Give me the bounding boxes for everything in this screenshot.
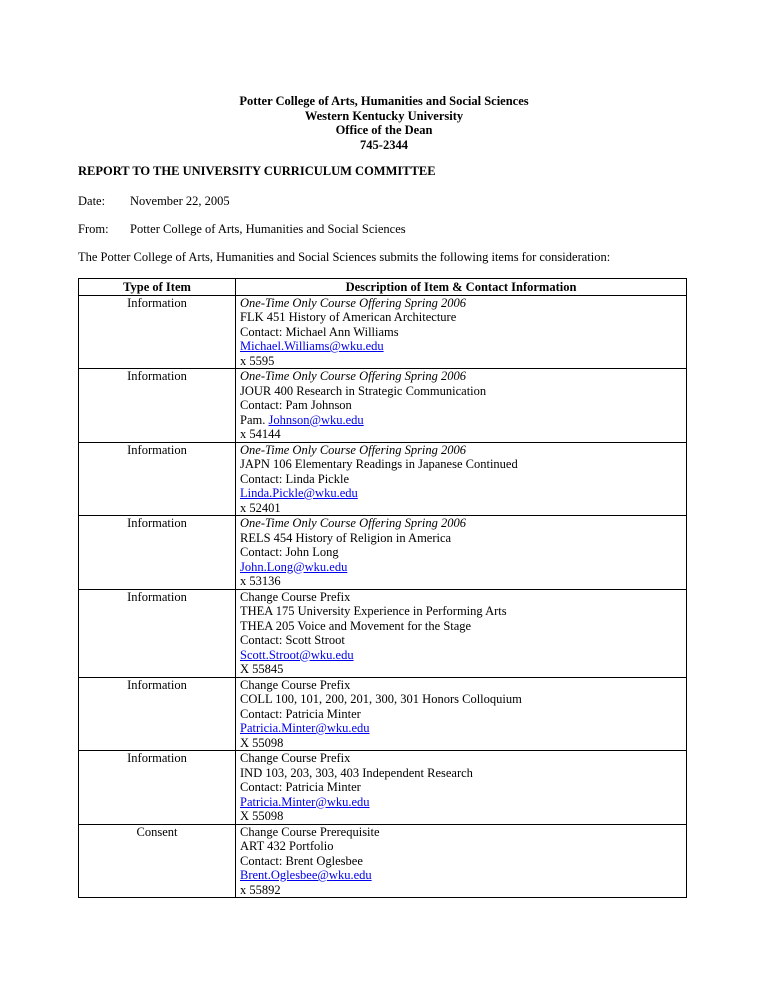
contact-name: Contact: Patricia Minter (240, 780, 361, 794)
email-line (240, 486, 682, 501)
item-description-cell (236, 442, 687, 516)
table-header-row (79, 279, 687, 296)
intro-text: The Potter College of Arts, Humanities and Social Sciences submits the following items for consideration: (78, 250, 611, 264)
contact-name: Contact: Pam Johnson (240, 398, 352, 412)
item-type: Information (127, 295, 187, 310)
college-name: Potter College of Arts, Humanities and Social Sciences (239, 94, 529, 108)
table-row (79, 442, 687, 516)
item-type-cell (79, 516, 236, 590)
item-heading: Change Course Prefix (240, 751, 351, 765)
course-line: IND 103, 203, 303, 403 Independent Research (240, 765, 473, 780)
email-line (240, 868, 682, 883)
item-description-cell (236, 295, 687, 369)
contact-email-link[interactable]: Johnson@wku.edu (268, 412, 364, 427)
item-heading: One-Time Only Course Offering Spring 2006 (240, 516, 467, 530)
item-description-cell (236, 589, 687, 677)
contact-email-link[interactable]: Brent.Oglesbee@wku.edu (240, 868, 372, 882)
contact-name: Contact: John Long (240, 545, 339, 559)
table-row (79, 369, 687, 443)
course-line: RELS 454 History of Religion in America (240, 530, 452, 545)
email-line (240, 648, 682, 663)
item-heading: Change Course Prefix (240, 677, 351, 692)
contact-email-link[interactable]: Patricia.Minter@wku.edu (240, 721, 370, 735)
course-line: COLL 100, 101, 200, 201, 300, 301 Honors Colloquium (240, 692, 522, 706)
item-type-cell (79, 589, 236, 677)
contact-phone: X 55098 (240, 809, 284, 823)
item-type-cell (79, 442, 236, 516)
course-line: THEA 205 Voice and Movement for the Stage (240, 618, 472, 633)
item-type-cell (79, 824, 236, 898)
item-description-cell (236, 824, 687, 898)
contact-phone: x 53136 (240, 574, 281, 588)
email-line (240, 413, 682, 428)
item-type-cell (79, 751, 236, 825)
date-label: Date: (78, 194, 106, 208)
item-description-cell (236, 516, 687, 590)
contact-name: Contact: Brent Oglesbee (240, 853, 363, 868)
table-row (79, 824, 687, 898)
office-name: Office of the Dean (335, 123, 433, 137)
table-row (79, 589, 687, 677)
from-label: From: (78, 222, 109, 236)
items-body (79, 295, 687, 898)
contact-email-link[interactable]: Patricia.Minter@wku.edu (240, 794, 370, 809)
contact-email-link[interactable]: Michael.Williams@wku.edu (240, 339, 384, 353)
university-name: Western Kentucky University (304, 108, 464, 123)
item-type: Information (127, 589, 187, 604)
contact-phone: x 5595 (240, 353, 275, 368)
email-line (240, 721, 682, 736)
table-row (79, 677, 687, 751)
item-heading: One-Time Only Course Offering Spring 2006 (240, 369, 467, 383)
column-header-description: Description of Item & Contact Information (236, 279, 687, 296)
course-line: FLK 451 History of American Architecture (240, 310, 457, 324)
item-description-cell (236, 677, 687, 751)
email-line (240, 339, 682, 354)
contact-name: Contact: Linda Pickle (240, 471, 350, 486)
contact-name: Contact: Michael Ann Williams (240, 324, 399, 339)
course-line: ART 432 Portfolio (240, 839, 334, 853)
email-prefix: Pam. (240, 412, 269, 427)
contact-phone: x 55892 (240, 882, 281, 897)
from-value: Potter College of Arts, Humanities and Social Sciences (130, 222, 406, 236)
item-type: Information (127, 751, 187, 765)
item-type-cell (79, 295, 236, 369)
items-table (78, 278, 687, 898)
email-line (240, 560, 682, 575)
contact-phone: x 52401 (240, 500, 281, 515)
item-type: Information (127, 369, 187, 383)
item-type: Information (127, 442, 187, 457)
contact-email-link[interactable]: Scott.Stroot@wku.edu (240, 647, 354, 662)
course-line: JAPN 106 Elementary Readings in Japanese Continued (240, 457, 518, 471)
item-description-cell (236, 751, 687, 825)
table-row (79, 516, 687, 590)
contact-name: Contact: Patricia Minter (240, 706, 361, 721)
contact-email-link[interactable]: John.Long@wku.edu (240, 559, 348, 574)
contact-email-link[interactable]: Linda.Pickle@wku.edu (240, 486, 358, 500)
item-description-cell (236, 369, 687, 443)
course-line: JOUR 400 Research in Strategic Communication (240, 383, 487, 398)
contact-phone: X 55098 (240, 735, 284, 750)
contact-phone: x 54144 (240, 427, 281, 441)
contact-name: Contact: Scott Stroot (240, 633, 345, 647)
item-heading: One-Time Only Course Offering Spring 2006 (240, 442, 467, 457)
date-value: November 22, 2005 (130, 194, 230, 208)
item-type-cell (79, 677, 236, 751)
table-row (79, 751, 687, 825)
item-type: Information (127, 677, 187, 692)
email-line (240, 795, 682, 810)
contact-phone: X 55845 (240, 662, 284, 676)
office-phone: 745-2344 (360, 137, 408, 152)
date-row (78, 194, 230, 209)
from-row (78, 222, 406, 237)
course-line: THEA 175 University Experience in Performing Arts (240, 604, 507, 618)
report-title: REPORT TO THE UNIVERSITY CURRICULUM COMMITTEE (78, 164, 436, 178)
item-type: Consent (136, 824, 178, 839)
item-type-cell (79, 369, 236, 443)
item-heading: One-Time Only Course Offering Spring 2006 (240, 295, 467, 310)
item-heading: Change Course Prerequisite (240, 824, 380, 839)
item-heading: Change Course Prefix (240, 589, 351, 604)
item-type: Information (127, 516, 187, 530)
table-row (79, 295, 687, 369)
letterhead (0, 94, 768, 152)
column-header-type: Type of Item (79, 279, 236, 296)
